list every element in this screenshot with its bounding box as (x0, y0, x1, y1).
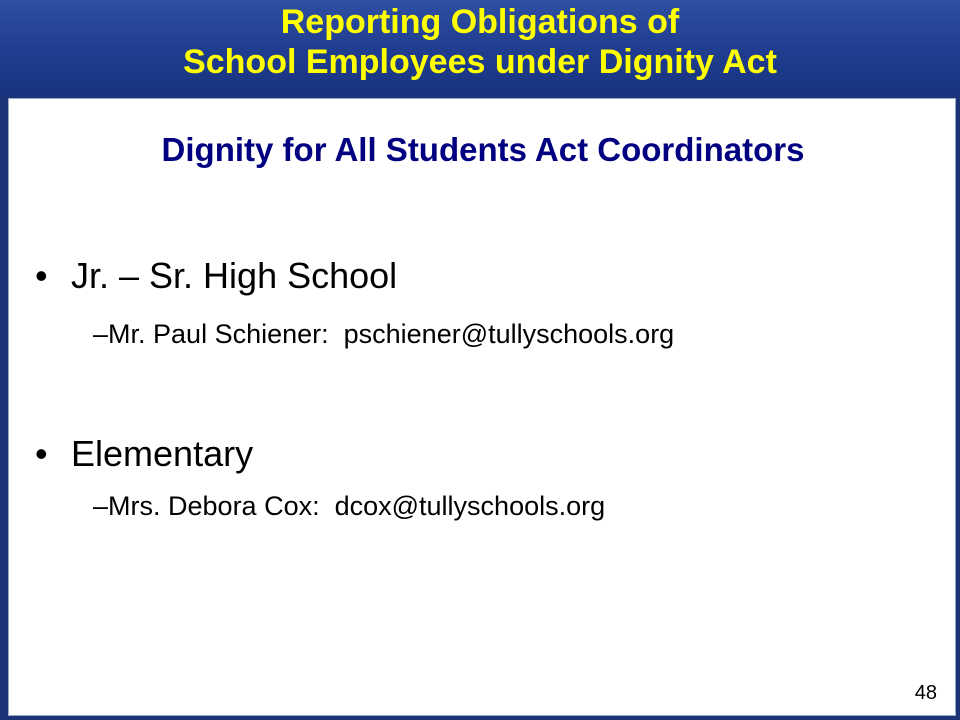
bullet-item-elementary (35, 433, 253, 475)
bullet-item-high-school (35, 255, 397, 297)
slide-title-line-2: School Employees under Dignity Act (183, 43, 777, 81)
slide-subtitle: Dignity for All Students Act Coordinators (161, 131, 805, 168)
sub-bullet-dash: – (93, 491, 109, 521)
bullet-label: Elementary (71, 433, 254, 474)
slide-title-line-1: Reporting Obligations of (280, 3, 680, 41)
contact-text: Mrs. Debora Cox: dcox@tullyschools.org (108, 491, 606, 521)
bullet-label: Jr. – Sr. High School (71, 255, 398, 296)
content-area (8, 98, 956, 716)
sub-bullet-dash: – (93, 319, 109, 349)
page-number: 48 (914, 682, 937, 704)
bullet-marker: • (35, 255, 48, 296)
slide-title (0, 2, 960, 82)
contact-text: Mr. Paul Schiener: pschiener@tullyschools.org (108, 319, 675, 349)
sub-bullet-high-school-contact (93, 319, 674, 350)
bullet-marker: • (35, 433, 48, 474)
sub-bullet-elementary-contact (93, 491, 605, 522)
